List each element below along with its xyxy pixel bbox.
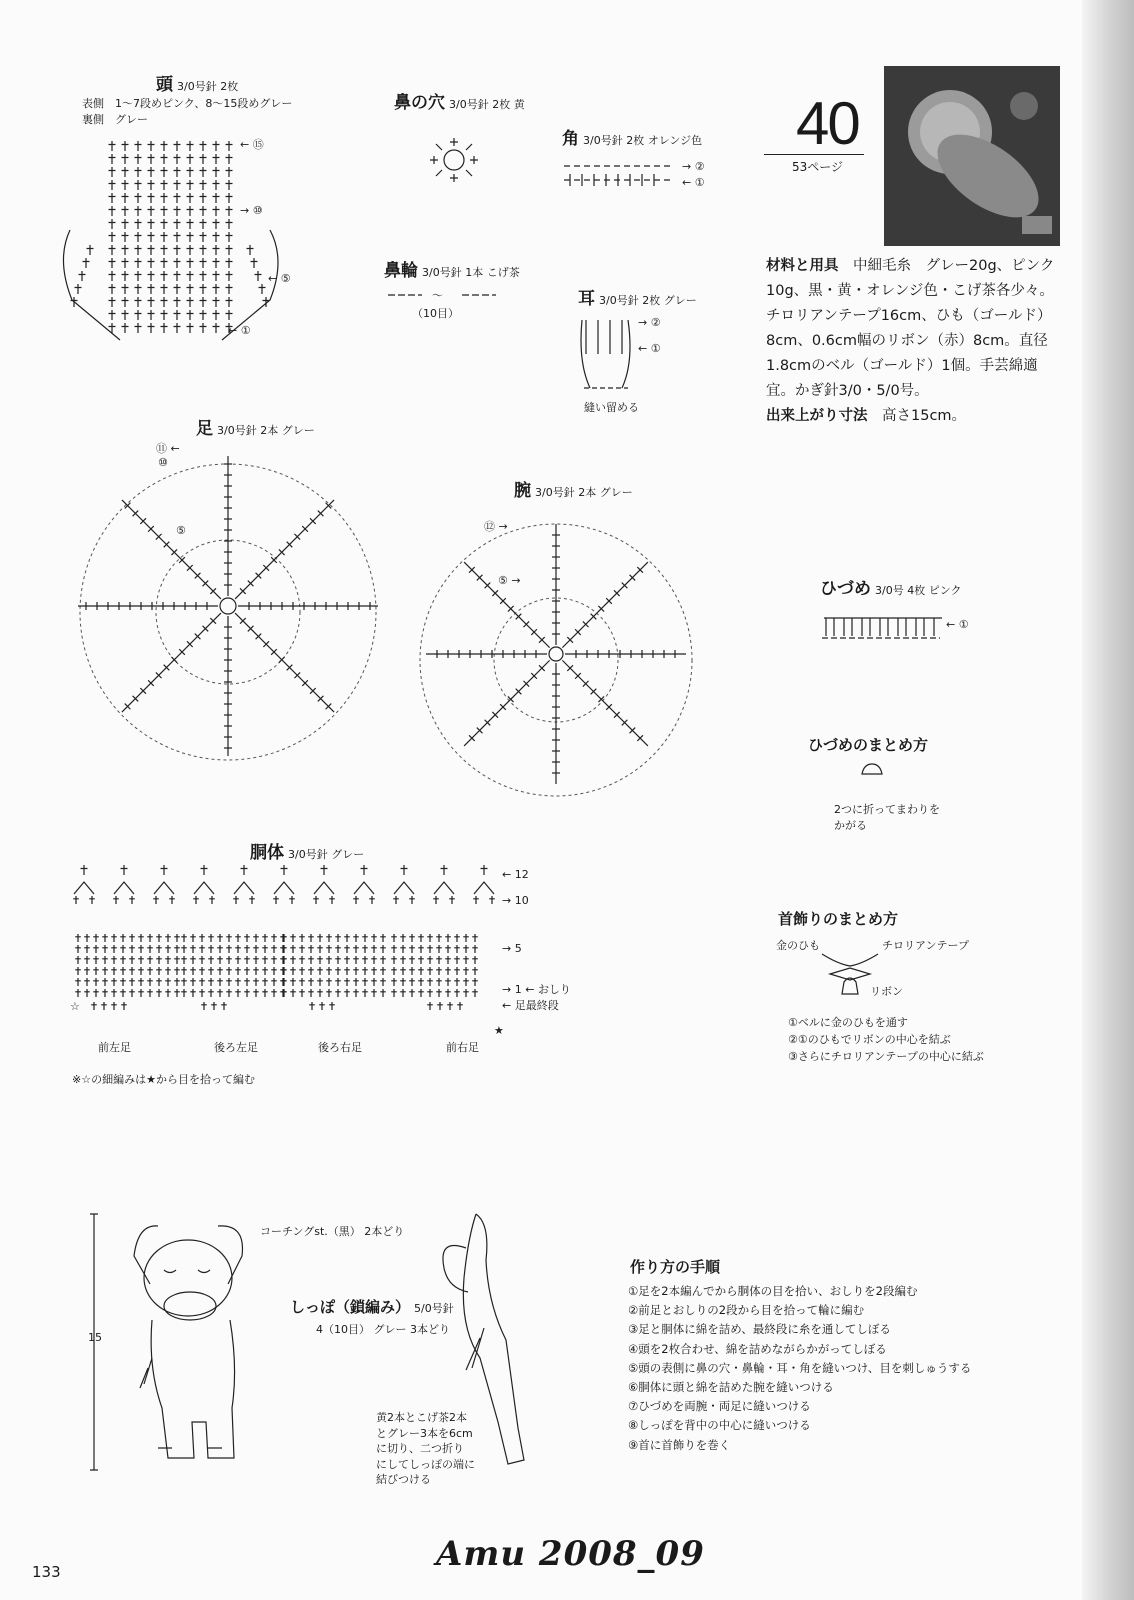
svg-text:⑩: ⑩: [158, 456, 168, 469]
necklace-step-3: ③さらにチロリアンテープの中心に結ぶ: [788, 1050, 984, 1063]
head-row-markers: [228, 138, 291, 337]
tail-title-block: [290, 1296, 454, 1317]
hoof-assembly-note: [834, 802, 940, 834]
body-spec: 3/0号針 グレー: [288, 848, 365, 861]
necklace-title: 首飾りのまとめ方: [778, 910, 899, 928]
arm-title-block: [514, 476, 633, 501]
nose-ring-chain-count: （10目）: [412, 307, 459, 320]
head-note-back: 裏側 グレー: [82, 113, 148, 126]
head-note-front: 表側 1〜7段めピンク、8〜15段めグレー: [82, 97, 293, 110]
materials-block: [766, 254, 1066, 429]
instruction-step: ⑥胴体に頭と綿を詰めた腕を縫いつける: [628, 1380, 834, 1395]
body-leg-label-front-right: 前右足: [446, 1041, 479, 1054]
instructions-list: [628, 1282, 971, 1455]
pattern-number: 40: [796, 90, 859, 157]
necklace-label-ribbon: リボン: [870, 985, 903, 998]
tail-note: [376, 1410, 475, 1488]
svg-text:⑤ →: ⑤ →: [498, 574, 521, 587]
instruction-step: ②前足とおしりの2段から目を拾って輪に編む: [628, 1303, 865, 1318]
svg-text:★: ★: [494, 1024, 504, 1037]
finished-size-heading: 出来上がり寸法: [766, 408, 868, 424]
ear-spec: 3/0号針 2枚 グレー: [599, 294, 697, 307]
horn-title-block: [562, 124, 702, 149]
svg-text:← ①: ← ①: [682, 176, 705, 189]
body-leg-label-front-left: 前左足: [98, 1041, 131, 1054]
doll-illustration: [88, 1208, 568, 1508]
head-notes: [82, 96, 292, 128]
hoof-assembly-note-line1: 2つに折ってまわりを: [834, 803, 940, 816]
leg-spec: 3/0号針 2本 グレー: [217, 424, 315, 437]
tail-note-line5: 結びつける: [376, 1473, 431, 1486]
svg-text:⑫ →: ⑫ →: [484, 520, 508, 533]
necklace-label-gold: 金のひも: [776, 939, 820, 952]
hoof-title: ひづめ: [820, 579, 871, 599]
hoof-title-block: [820, 574, 961, 599]
hoof-spec: 3/0号 4枚 ピンク: [875, 584, 962, 597]
horn-title: 角: [562, 129, 579, 149]
page-number: 133: [32, 1563, 61, 1581]
page-reference: 53ページ: [792, 160, 844, 174]
instructions-title: 作り方の手順: [630, 1258, 721, 1276]
svg-text:→ ②: → ②: [638, 316, 661, 329]
arm-chart: [416, 520, 696, 800]
instruction-step: ①足を2本編んでから胴体の目を拾い、おしりを2段編む: [628, 1284, 918, 1298]
svg-text:← ①: ← ①: [638, 342, 661, 355]
horn-spec: 3/0号針 2枚 オレンジ色: [583, 134, 703, 147]
head-stitch-grid: [71, 141, 270, 333]
page-binding-shadow: [1082, 0, 1134, 1600]
tail-note-line4: にしてしっぽの端に: [376, 1457, 475, 1471]
tail-note-line2: とグレー3本を6cm: [376, 1426, 473, 1440]
svg-text:← ①: ← ①: [228, 324, 251, 337]
horn-chart: [560, 150, 730, 198]
leg-chart: [80, 440, 380, 770]
arm-spokes: [426, 524, 686, 784]
head-chart: [50, 130, 290, 360]
necklace-label-tape: チロリアンテープ: [882, 939, 970, 952]
svg-text:→ ⑩: → ⑩: [240, 204, 263, 217]
nose-ring-title: 鼻輪: [384, 261, 418, 281]
body-leg-label-back-left: 後ろ左足: [214, 1041, 258, 1054]
instruction-step: ③足と胴体に綿を詰め、最終段に糸を通してしぼる: [628, 1322, 891, 1337]
tail-note-line3: に切り、二つ折り: [376, 1442, 464, 1455]
oshiri-label: おしり: [537, 983, 571, 996]
tail-note-line1: 黄2本とこげ茶2本: [376, 1411, 467, 1424]
leg-spokes: [78, 456, 378, 756]
hoof-assembly-icon: [860, 762, 884, 776]
body-row-10: → 10: [502, 894, 529, 907]
svg-text:⑪ ←: ⑪ ←: [156, 442, 180, 455]
body-leg-label-back-right: 後ろ右足: [318, 1041, 362, 1054]
body-row-1: → 1 ← おしり: [502, 983, 571, 996]
instruction-step: ④頭を2枚合わせ、綿を詰めながらかがってしぼる: [628, 1341, 887, 1356]
nose-hole-title-block: [394, 88, 525, 113]
body-stitch-grid: [73, 865, 495, 1010]
finished-doll-photo: [884, 66, 1060, 246]
height-label: 15: [88, 1331, 102, 1344]
svg-text:← ①: ← ①: [946, 618, 969, 631]
materials-heading: 材料と用具: [766, 258, 839, 274]
coaching-stitch-label: コーチングst.（黒） 2本どり: [260, 1225, 405, 1238]
arm-title: 腕: [514, 481, 531, 501]
svg-text:⑤: ⑤: [176, 524, 186, 537]
hoof-assembly-note-line2: かがる: [834, 819, 867, 832]
head-spec: 3/0号針 2枚: [177, 80, 239, 93]
last-row-label: ← 足最終段: [502, 999, 559, 1012]
instruction-step: ⑤頭の表側に鼻の穴・鼻輪・耳・角を縫いつけ、目を刺しゅうする: [628, 1360, 972, 1375]
instruction-step: ⑧しっぽを背中の中心に縫いつける: [628, 1418, 811, 1433]
body-row-markers: [502, 862, 529, 962]
materials-text: 中細毛糸 グレー20g、ピンク10g、黒・黄・オレンジ色・こげ茶各少々。チロリアンテープ16cm、ひも（ゴールド）8cm、0.6cm幅のリボン（赤）8cm。直径1.8cmのベル（ゴールド）1個。手芸綿適宜。かぎ針3/0・5/0号。: [766, 258, 1055, 399]
nose-hole-title: 鼻の穴: [394, 93, 445, 113]
ear-chart: [576, 312, 696, 402]
svg-text:← ⑮: ← ⑮: [240, 138, 264, 151]
svg-text:← ⑤: ← ⑤: [268, 272, 291, 285]
necklace-step-2: ②①のひもでリボンの中心を結ぶ: [788, 1033, 951, 1046]
ear-title: 耳: [578, 289, 595, 309]
tail-detail: 4（10目） グレー 3本どり: [316, 1323, 450, 1336]
necklace-steps: [788, 1014, 984, 1065]
tail-title: しっぽ（鎖編み）: [290, 1298, 411, 1316]
leg-title: 足: [196, 419, 213, 439]
ear-note: 縫い留める: [584, 401, 639, 414]
ear-title-block: [578, 284, 697, 309]
svg-text:〜: 〜: [432, 289, 443, 302]
hoof-chart: [820, 612, 990, 646]
leg-title-block: [196, 414, 315, 439]
body-chart: [64, 860, 564, 1040]
body-note: ※☆の細編みは★から目を拾って編む: [72, 1073, 255, 1086]
body-bottom-markers: [502, 982, 571, 1014]
svg-text:→ ②: → ②: [682, 160, 705, 173]
instruction-step: ⑦ひづめを両腕・両足に縫いつける: [628, 1399, 811, 1414]
body-title: 胴体: [250, 843, 284, 863]
nose-ring-chain: [386, 288, 498, 302]
pattern-number-rule: [764, 154, 864, 155]
nose-ring-spec: 3/0号針 1本 こげ茶: [422, 266, 520, 279]
body-row-12: ← 12: [502, 868, 529, 881]
head-title: 頭: [156, 75, 173, 95]
head-title-block: [156, 70, 238, 95]
nose-hole-chart: [420, 130, 490, 190]
nose-hole-spec: 3/0号針 2枚 黄: [449, 98, 525, 111]
hoof-assembly-title: ひづめのまとめ方: [808, 736, 929, 754]
body-row-5: → 5: [502, 942, 522, 955]
magazine-footer: Amu 2008_09: [436, 1534, 705, 1574]
tail-spec: 5/0号針: [414, 1302, 454, 1315]
arm-spec: 3/0号針 2本 グレー: [535, 486, 633, 499]
finished-size-text: 高さ15cm。: [882, 408, 967, 424]
instruction-step: ⑨首に首飾りを巻く: [628, 1437, 731, 1452]
svg-text:☆: ☆: [70, 1000, 80, 1013]
necklace-step-1: ①ベルに金のひもを通す: [788, 1016, 908, 1029]
nose-ring-title-block: [384, 256, 520, 281]
